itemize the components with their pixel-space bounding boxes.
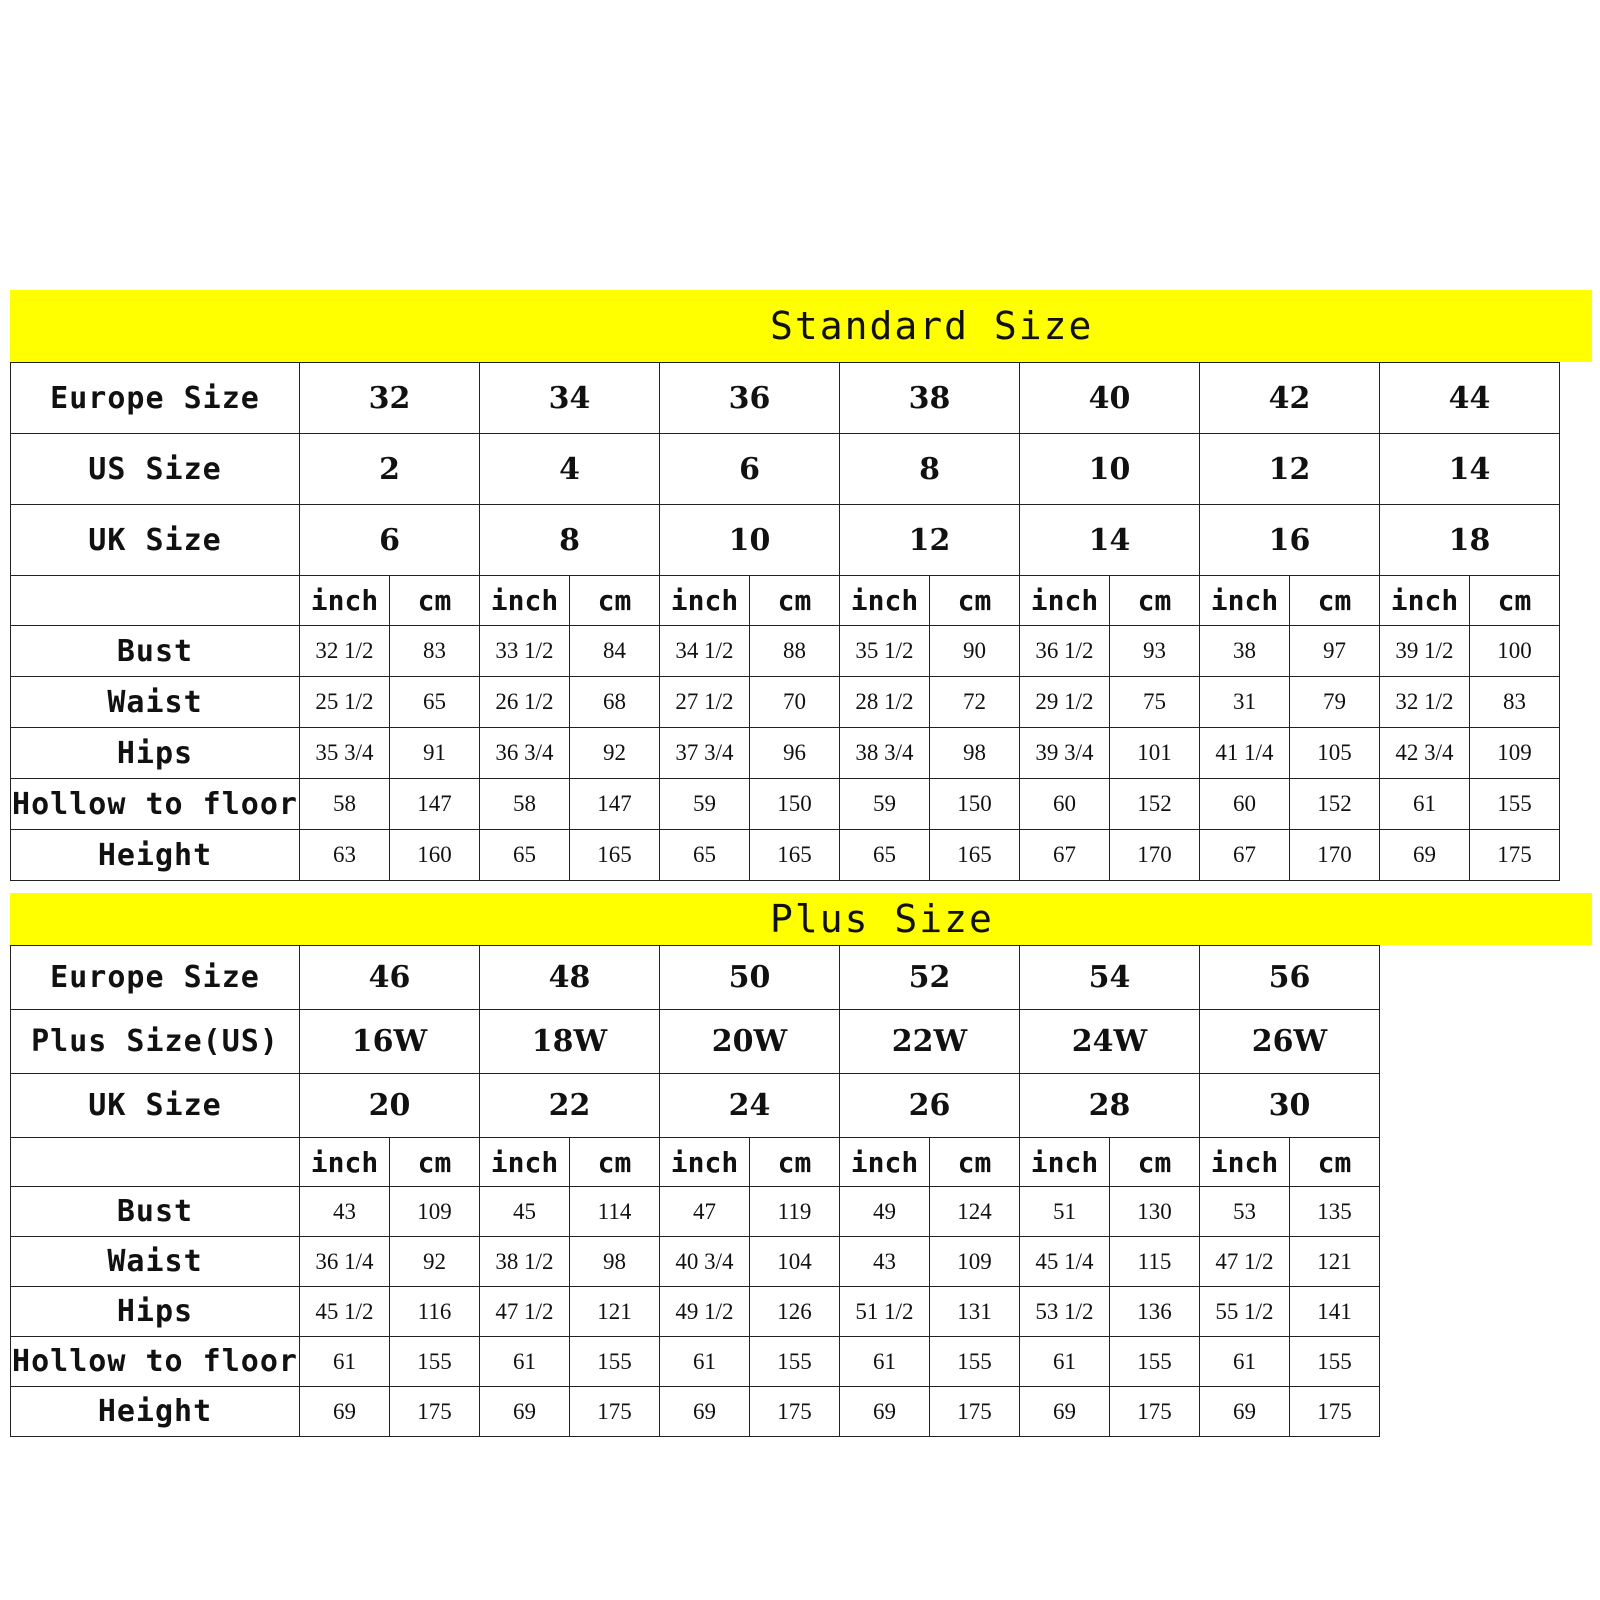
measurement-value: 61	[1200, 1337, 1290, 1387]
unit-cm-header: cm	[1290, 576, 1380, 626]
measurement-value: 175	[570, 1387, 660, 1437]
measurement-value: 45	[480, 1187, 570, 1237]
measurement-value: 61	[300, 1337, 390, 1387]
size-value: 6	[660, 434, 840, 505]
size-row	[11, 434, 1560, 505]
unit-inch-header: inch	[1020, 1138, 1110, 1187]
measurement-value: 135	[1290, 1187, 1380, 1237]
row-label: UK Size	[11, 505, 300, 576]
unit-cm-header: cm	[390, 576, 480, 626]
size-value: 36	[660, 363, 840, 434]
measurement-value: 155	[570, 1337, 660, 1387]
measurement-value: 53 1/2	[1020, 1287, 1110, 1337]
row-label: Europe Size	[11, 363, 300, 434]
measurement-value: 61	[840, 1337, 930, 1387]
measurement-value: 36 1/2	[1020, 626, 1110, 677]
measurement-value: 41 1/4	[1200, 728, 1290, 779]
measurement-value: 69	[1200, 1387, 1290, 1437]
unit-inch-header: inch	[1200, 576, 1290, 626]
measurement-value: 165	[570, 830, 660, 881]
row-label: Hollow to floor	[11, 1337, 300, 1387]
measurement-value: 175	[1290, 1387, 1380, 1437]
size-value: 54	[1020, 946, 1200, 1010]
measurement-value: 170	[1110, 830, 1200, 881]
size-value: 22W	[840, 1010, 1020, 1074]
measurement-row	[11, 626, 1560, 677]
measurement-value: 121	[1290, 1237, 1380, 1287]
row-label: Hips	[11, 728, 300, 779]
unit-row-label-blank	[11, 1138, 300, 1187]
unit-inch-header: inch	[300, 576, 390, 626]
size-value: 16	[1200, 505, 1380, 576]
measurement-value: 170	[1290, 830, 1380, 881]
size-value: 20W	[660, 1010, 840, 1074]
measurement-value: 26 1/2	[480, 677, 570, 728]
measurement-value: 98	[570, 1237, 660, 1287]
measurement-value: 114	[570, 1187, 660, 1237]
measurement-value: 109	[930, 1237, 1020, 1287]
measurement-value: 175	[1110, 1387, 1200, 1437]
row-label: Bust	[11, 626, 300, 677]
measurement-value: 131	[930, 1287, 1020, 1337]
size-row	[11, 505, 1560, 576]
measurement-value: 121	[570, 1287, 660, 1337]
unit-cm-header: cm	[570, 1138, 660, 1187]
size-value: 14	[1380, 434, 1560, 505]
size-row	[11, 1010, 1380, 1074]
measurement-value: 61	[480, 1337, 570, 1387]
measurement-value: 27 1/2	[660, 677, 750, 728]
size-value: 18	[1380, 505, 1560, 576]
measurement-value: 69	[480, 1387, 570, 1437]
measurement-value: 109	[390, 1187, 480, 1237]
measurement-value: 150	[750, 779, 840, 830]
unit-cm-header: cm	[930, 1138, 1020, 1187]
row-label: Hips	[11, 1287, 300, 1337]
measurement-value: 42 3/4	[1380, 728, 1470, 779]
size-row	[11, 946, 1380, 1010]
size-value: 50	[660, 946, 840, 1010]
standard-size-banner	[10, 290, 1592, 362]
measurement-value: 35 3/4	[300, 728, 390, 779]
standard-size-chart	[10, 290, 1592, 881]
plus-size-title: Plus Size	[770, 897, 994, 941]
measurement-value: 60	[1200, 779, 1290, 830]
measurement-value: 88	[750, 626, 840, 677]
row-label: Height	[11, 830, 300, 881]
size-value: 12	[1200, 434, 1380, 505]
measurement-value: 155	[1470, 779, 1560, 830]
measurement-value: 49	[840, 1187, 930, 1237]
measurement-value: 92	[570, 728, 660, 779]
measurement-value: 65	[480, 830, 570, 881]
unit-row	[11, 1138, 1380, 1187]
plus-size-banner	[10, 893, 1592, 945]
measurement-value: 38 3/4	[840, 728, 930, 779]
row-label: Europe Size	[11, 946, 300, 1010]
measurement-value: 67	[1020, 830, 1110, 881]
measurement-value: 155	[390, 1337, 480, 1387]
size-value: 14	[1020, 505, 1200, 576]
unit-inch-header: inch	[300, 1138, 390, 1187]
measurement-value: 35 1/2	[840, 626, 930, 677]
measurement-value: 47	[660, 1187, 750, 1237]
measurement-value: 43	[840, 1237, 930, 1287]
measurement-value: 67	[1200, 830, 1290, 881]
size-value: 20	[300, 1074, 480, 1138]
measurement-value: 39 1/2	[1380, 626, 1470, 677]
measurement-row	[11, 1187, 1380, 1237]
measurement-value: 152	[1110, 779, 1200, 830]
measurement-row	[11, 1387, 1380, 1437]
measurement-value: 61	[660, 1337, 750, 1387]
unit-cm-header: cm	[1290, 1138, 1380, 1187]
measurement-value: 93	[1110, 626, 1200, 677]
measurement-value: 45 1/4	[1020, 1237, 1110, 1287]
measurement-value: 119	[750, 1187, 840, 1237]
measurement-value: 49 1/2	[660, 1287, 750, 1337]
unit-inch-header: inch	[840, 1138, 930, 1187]
unit-cm-header: cm	[930, 576, 1020, 626]
row-label: Waist	[11, 1237, 300, 1287]
measurement-value: 32 1/2	[1380, 677, 1470, 728]
size-value: 4	[480, 434, 660, 505]
measurement-value: 165	[750, 830, 840, 881]
measurement-value: 63	[300, 830, 390, 881]
measurement-value: 31	[1200, 677, 1290, 728]
measurement-value: 59	[660, 779, 750, 830]
measurement-value: 51 1/2	[840, 1287, 930, 1337]
measurement-value: 61	[1380, 779, 1470, 830]
size-value: 16W	[300, 1010, 480, 1074]
unit-inch-header: inch	[1200, 1138, 1290, 1187]
measurement-value: 124	[930, 1187, 1020, 1237]
size-value: 42	[1200, 363, 1380, 434]
size-value: 10	[1020, 434, 1200, 505]
measurement-value: 60	[1020, 779, 1110, 830]
measurement-value: 83	[390, 626, 480, 677]
measurement-value: 115	[1110, 1237, 1200, 1287]
measurement-value: 69	[660, 1387, 750, 1437]
unit-cm-header: cm	[750, 1138, 840, 1187]
row-label: Hollow to floor	[11, 779, 300, 830]
unit-cm-header: cm	[390, 1138, 480, 1187]
size-value: 34	[480, 363, 660, 434]
measurement-value: 69	[300, 1387, 390, 1437]
measurement-value: 160	[390, 830, 480, 881]
measurement-value: 150	[930, 779, 1020, 830]
measurement-value: 58	[300, 779, 390, 830]
unit-cm-header: cm	[750, 576, 840, 626]
measurement-value: 147	[390, 779, 480, 830]
measurement-value: 39 3/4	[1020, 728, 1110, 779]
measurement-value: 155	[750, 1337, 840, 1387]
size-value: 44	[1380, 363, 1560, 434]
measurement-value: 175	[930, 1387, 1020, 1437]
unit-cm-header: cm	[1470, 576, 1560, 626]
measurement-value: 84	[570, 626, 660, 677]
measurement-value: 175	[1470, 830, 1560, 881]
unit-cm-header: cm	[570, 576, 660, 626]
measurement-value: 155	[1110, 1337, 1200, 1387]
size-value: 38	[840, 363, 1020, 434]
measurement-value: 175	[750, 1387, 840, 1437]
measurement-value: 38	[1200, 626, 1290, 677]
measurement-value: 68	[570, 677, 660, 728]
unit-inch-header: inch	[1020, 576, 1110, 626]
measurement-value: 36 1/4	[300, 1237, 390, 1287]
measurement-value: 91	[390, 728, 480, 779]
size-value: 24	[660, 1074, 840, 1138]
measurement-row	[11, 677, 1560, 728]
measurement-value: 51	[1020, 1187, 1110, 1237]
size-value: 56	[1200, 946, 1380, 1010]
measurement-value: 65	[840, 830, 930, 881]
measurement-value: 116	[390, 1287, 480, 1337]
measurement-value: 152	[1290, 779, 1380, 830]
unit-inch-header: inch	[840, 576, 930, 626]
measurement-row	[11, 1237, 1380, 1287]
measurement-value: 75	[1110, 677, 1200, 728]
measurement-value: 155	[1290, 1337, 1380, 1387]
unit-inch-header: inch	[1380, 576, 1470, 626]
measurement-value: 61	[1020, 1337, 1110, 1387]
size-value: 22	[480, 1074, 660, 1138]
measurement-value: 92	[390, 1237, 480, 1287]
size-value: 12	[840, 505, 1020, 576]
size-value: 28	[1020, 1074, 1200, 1138]
measurement-value: 29 1/2	[1020, 677, 1110, 728]
measurement-value: 65	[660, 830, 750, 881]
measurement-value: 105	[1290, 728, 1380, 779]
measurement-row	[11, 1287, 1380, 1337]
size-value: 26	[840, 1074, 1020, 1138]
measurement-value: 69	[840, 1387, 930, 1437]
size-value: 46	[300, 946, 480, 1010]
measurement-value: 34 1/2	[660, 626, 750, 677]
size-value: 40	[1020, 363, 1200, 434]
row-label: Height	[11, 1387, 300, 1437]
size-value: 10	[660, 505, 840, 576]
size-row	[11, 1074, 1380, 1138]
measurement-value: 28 1/2	[840, 677, 930, 728]
unit-inch-header: inch	[660, 576, 750, 626]
measurement-value: 100	[1470, 626, 1560, 677]
unit-inch-header: inch	[660, 1138, 750, 1187]
size-value: 24W	[1020, 1010, 1200, 1074]
measurement-row	[11, 779, 1560, 830]
unit-row-label-blank	[11, 576, 300, 626]
plus-size-table	[10, 945, 1380, 1437]
row-label: UK Size	[11, 1074, 300, 1138]
size-value: 8	[480, 505, 660, 576]
measurement-value: 70	[750, 677, 840, 728]
measurement-value: 45 1/2	[300, 1287, 390, 1337]
measurement-value: 69	[1020, 1387, 1110, 1437]
measurement-value: 53	[1200, 1187, 1290, 1237]
measurement-value: 130	[1110, 1187, 1200, 1237]
measurement-value: 43	[300, 1187, 390, 1237]
measurement-row	[11, 830, 1560, 881]
standard-size-title: Standard Size	[770, 304, 1094, 348]
measurement-value: 47 1/2	[480, 1287, 570, 1337]
size-value: 30	[1200, 1074, 1380, 1138]
row-label: Bust	[11, 1187, 300, 1237]
measurement-value: 136	[1110, 1287, 1200, 1337]
measurement-value: 58	[480, 779, 570, 830]
size-value: 26W	[1200, 1010, 1380, 1074]
row-label: US Size	[11, 434, 300, 505]
measurement-value: 175	[390, 1387, 480, 1437]
size-value: 2	[300, 434, 480, 505]
size-value: 32	[300, 363, 480, 434]
measurement-value: 83	[1470, 677, 1560, 728]
measurement-value: 109	[1470, 728, 1560, 779]
unit-row	[11, 576, 1560, 626]
measurement-value: 32 1/2	[300, 626, 390, 677]
plus-size-chart	[10, 893, 1592, 1437]
measurement-value: 25 1/2	[300, 677, 390, 728]
measurement-row	[11, 1337, 1380, 1387]
measurement-value: 33 1/2	[480, 626, 570, 677]
size-value: 48	[480, 946, 660, 1010]
measurement-value: 97	[1290, 626, 1380, 677]
measurement-value: 79	[1290, 677, 1380, 728]
measurement-value: 38 1/2	[480, 1237, 570, 1287]
size-row	[11, 363, 1560, 434]
measurement-value: 98	[930, 728, 1020, 779]
measurement-value: 69	[1380, 830, 1470, 881]
measurement-value: 90	[930, 626, 1020, 677]
measurement-value: 101	[1110, 728, 1200, 779]
measurement-row	[11, 728, 1560, 779]
measurement-value: 36 3/4	[480, 728, 570, 779]
row-label: Waist	[11, 677, 300, 728]
row-label: Plus Size(US)	[11, 1010, 300, 1074]
measurement-value: 65	[390, 677, 480, 728]
size-value: 8	[840, 434, 1020, 505]
unit-cm-header: cm	[1110, 576, 1200, 626]
measurement-value: 165	[930, 830, 1020, 881]
unit-inch-header: inch	[480, 1138, 570, 1187]
size-value: 6	[300, 505, 480, 576]
measurement-value: 55 1/2	[1200, 1287, 1290, 1337]
measurement-value: 147	[570, 779, 660, 830]
measurement-value: 141	[1290, 1287, 1380, 1337]
size-value: 18W	[480, 1010, 660, 1074]
measurement-value: 37 3/4	[660, 728, 750, 779]
measurement-value: 126	[750, 1287, 840, 1337]
unit-inch-header: inch	[480, 576, 570, 626]
size-value: 52	[840, 946, 1020, 1010]
unit-cm-header: cm	[1110, 1138, 1200, 1187]
measurement-value: 59	[840, 779, 930, 830]
measurement-value: 72	[930, 677, 1020, 728]
measurement-value: 40 3/4	[660, 1237, 750, 1287]
measurement-value: 96	[750, 728, 840, 779]
measurement-value: 104	[750, 1237, 840, 1287]
standard-size-table	[10, 362, 1560, 881]
measurement-value: 47 1/2	[1200, 1237, 1290, 1287]
measurement-value: 155	[930, 1337, 1020, 1387]
